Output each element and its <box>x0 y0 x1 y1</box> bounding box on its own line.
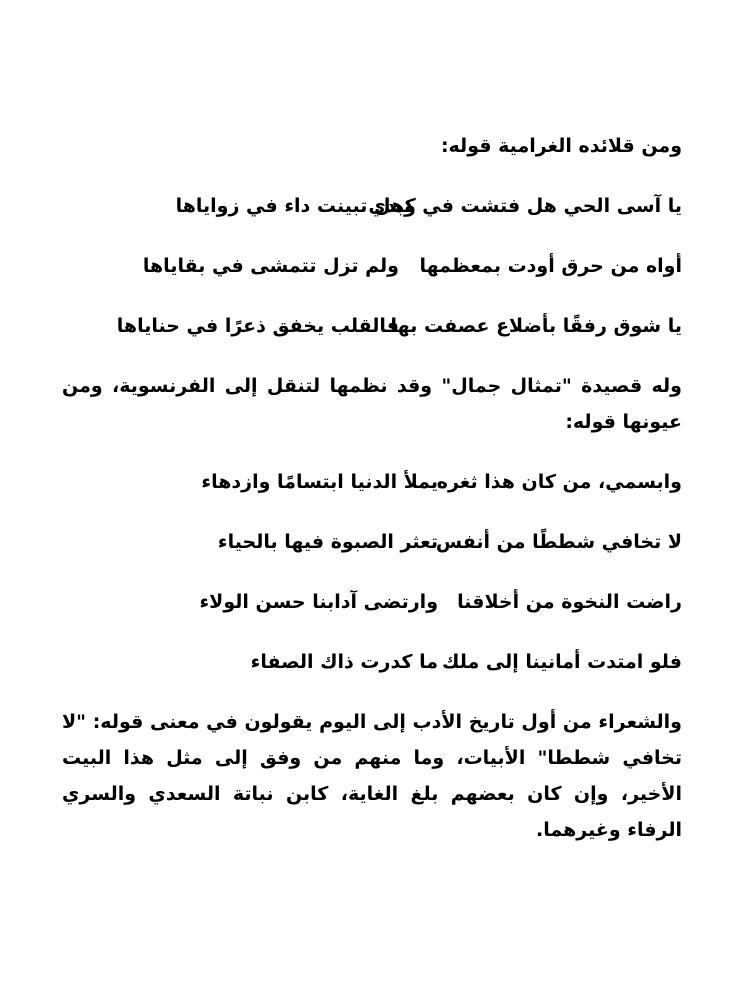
verse-second-hemistich: ولم تزل تتمشى في بقاياها <box>142 255 399 277</box>
verse-second-hemistich: تعثر الصبوة فيها بالحياء <box>217 531 438 553</box>
verse-first-hemistich: راضت النخوة من أخلاقنا <box>457 591 682 613</box>
verse-first-hemistich: وابسمي، من كان هذا ثغره <box>436 471 682 493</box>
mid-paragraph: وله قصيدة "تمثال جمال" وقد نظمها لتنقل إلى الفرنسوية، ومن عيونها قوله: <box>62 375 682 433</box>
verse-second-hemistich: يملأ الدنيا ابتسامًا وازدهاء <box>201 471 438 493</box>
poem2-verse-1 <box>62 464 682 500</box>
closing-paragraph: والشعراء من أول تاريخ الأدب إلى اليوم يقولون في معنى قوله: "لا تخافي شططا" الأبيات، وما منهم من وفق إلى مثل هذا البيت الأخير، وإن كان بعضهم بلغ الغاية، كابن نباتة السعدي والسري الرفاء وغيرهما. <box>62 711 682 841</box>
document-page <box>62 128 682 848</box>
poem2-verse-2 <box>62 524 682 560</box>
verse-first-hemistich: أواه من حرق أودت بمعظمها <box>419 255 682 277</box>
poem1-verse-1 <box>62 188 682 224</box>
verse-first-hemistich: يا آسى الحي هل فتشت في كبدي <box>368 195 682 217</box>
verse-first-hemistich: يا شوق رفقًا بأضلاع عصفت بها <box>390 315 682 337</box>
poem2-verse-4 <box>62 644 682 680</box>
verse-second-hemistich: وارتضى آدابنا حسن الولاء <box>199 591 438 613</box>
verse-second-hemistich: فالقلب يخفق ذعرًا في حناياها <box>116 315 399 337</box>
poem1-verse-2 <box>62 248 682 284</box>
poem2-verse-3 <box>62 584 682 620</box>
verse-second-hemistich: ما كدرت ذاك الصفاء <box>250 651 438 673</box>
intro-line: ومن قلائده الغرامية قوله: <box>440 135 682 157</box>
verse-first-hemistich: فلو امتدت أمانينا إلى ملك <box>442 651 682 673</box>
verse-second-hemistich: وهل تبينت داء في زواياها <box>175 195 416 217</box>
poem1-verse-3 <box>62 308 682 344</box>
verse-first-hemistich: لا تخافي شططًا من أنفس <box>435 531 682 553</box>
